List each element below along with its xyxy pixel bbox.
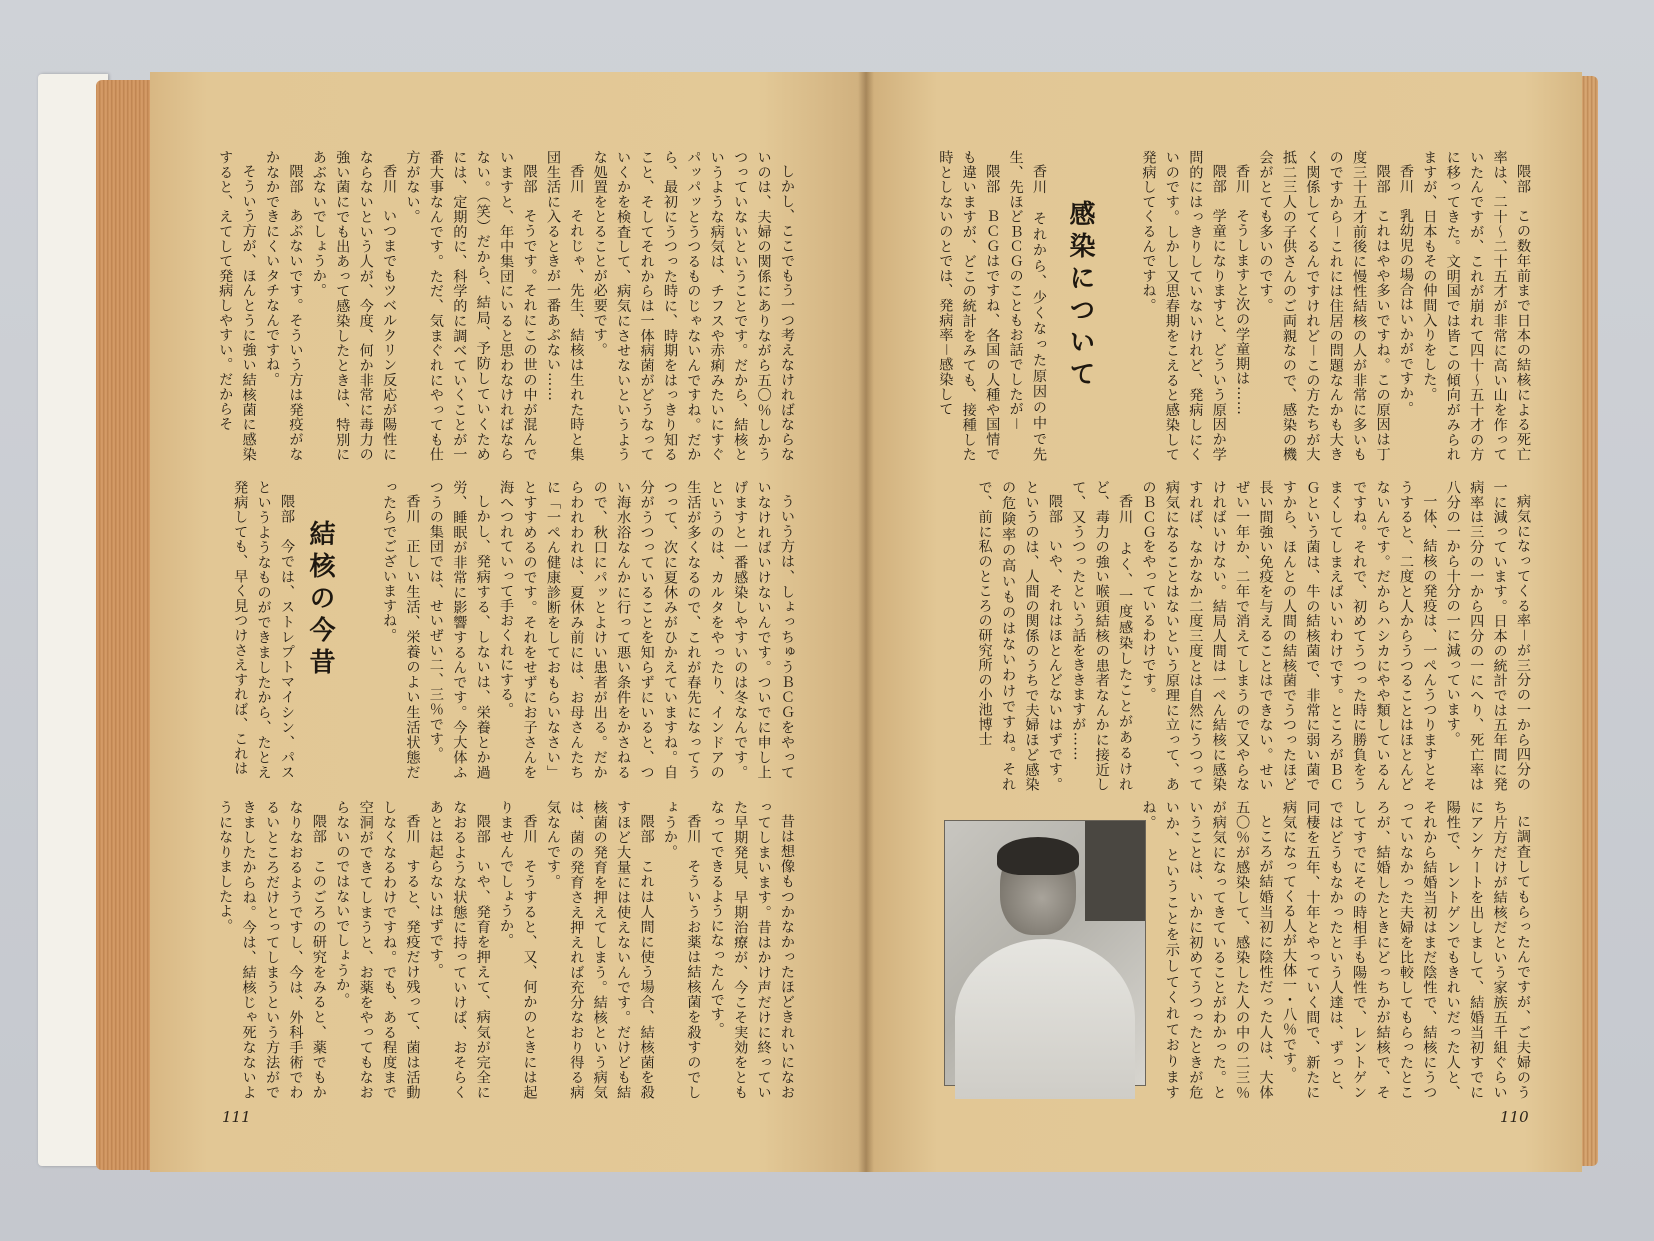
paragraph: そういう方が、ほんとうに強い結核菌に感染すると、えてして発病しやすい。だからそ <box>217 150 257 462</box>
portrait-photo <box>944 820 1146 1086</box>
paragraph: しかし、発病する、しないは、栄養とか過労、睡眠が非常に影響するんです。今大体ふつうの集団では、せいぜい二、三％です。 <box>427 480 491 780</box>
paragraph: 隈部 いや、発育を押えて、病気が完全になおるような状態に持っていけば、おそらくあとは起らないはずです。 <box>427 800 491 1100</box>
paragraph: 香川 いつまでもツベルクリン反応が陽性にならないという人が、今度、何か非常に毒力の強い菌にでも出あって感染したときは、特別にあぶないでしょうか。 <box>310 150 398 462</box>
paragraph: 香川 すると、発疫だけ残って、菌は活動しなくなるわけですね。でも、ある程度まで空洞ができてしまうと、お薬をやってもなおらないのではないでしょうか。 <box>334 800 421 1100</box>
right-col-bottom <box>1140 800 1534 1100</box>
paragraph: 隈部 今では、ストレプトマイシン、パスというようなものができましたから、たとえ発病しても、早く見つけさえすれば、これは <box>232 480 295 780</box>
photo-figure-hair <box>997 837 1079 875</box>
paragraph: 隈部 このごろの研究をみると、薬でもかなりなおるようですし、今は、外科手術でわるいところだけとってしまうという方法ができましたからね。今は、結核じゃ死なないようになりましたよ。 <box>217 800 327 1100</box>
paragraph: 隈部 ＢＣＧはですね、各国の人種や国情でも違いますが、どこの統計をみても、接種した時としないのとでは、発病率－感染して <box>937 150 1001 462</box>
paragraph: しかし、ここでもう一つ考えなければならないのは、夫婦の関係にありながら五〇％しかうつっていないということです。だから、結核というような病気は、チフスや赤痢みたいにすぐパッパッとうつるものじゃないんですね。だから、最初にうつった時に、時期をはっきり知ること、そしてそれからは一体病菌がどうなっていくかを検査して、病気にさせないというような処置をとることが必要です。 <box>591 150 795 462</box>
paragraph: 隈部 いや、それはほとんどないはずです。というのは、人間の関係のうちで夫婦ほど感染の危険率の高いものはないわけですね。それで、前に私のところの研究所の小池博士 <box>976 480 1063 792</box>
paragraph: 昔は想像もつかなかったほどきれいになおってしまいます。昔はかけ声だけに終っていた早期発見、早期治療が、今こそ実効をともなってできるようになったんです。 <box>708 800 795 1100</box>
page-stack-right <box>1580 76 1598 1166</box>
book-gutter <box>858 72 874 1172</box>
left-col-upper <box>206 150 798 462</box>
paragraph: 病気になってくる率－が三分の一から四分の一に減っています。日本の統計では五年間に発病率は三分の一から四分の一にへり、死亡率は八分の一から十分の一に減っています。 <box>1444 480 1531 792</box>
right-col-upper <box>1104 150 1534 462</box>
left-heading: 結核の今昔 <box>305 520 335 680</box>
paragraph: 香川 そうすると、又、何かのときには起りませんでしょうか。 <box>498 800 538 1100</box>
paragraph: 隈部 そうです。それにこの世の中が混んでいますと、年中集団にいると思わなければならない。（笑）だから、結局、予防していくためには、定期的に、科学的に調べていくことが一番大事なんです。ただ、気まぐれにやっても仕方がない。 <box>404 150 538 462</box>
paragraph: 一体、結核の発疫は、一ぺんうつりますとそうすると、二度と人からうつることはほとんどないんです。だからハシカにやや類しているんですね。それで、初めてうつった時に勝負をうまくしてしまえばいいわけです。ところがＢＣＧという菌は、牛の結核菌で、非常に弱い菌ですから、ほんとの人間の結核菌でうつったほど長い間強い免疫を与えることはできない。せいぜい一年か、二年で消えてしまうので又やらなければいけない。結局人間は一ぺん結核に感染すれば、なかなか二度三度とは自然にうつって病気になることはないという原理に立って、あのＢＣＧをやっているわけです。 <box>1140 480 1438 792</box>
paragraph: 隈部 この数年前まで日本の結核による死亡率は、二十～二十五才が非常に高い山を作っていたんですが、これが崩れて四十～五十才の方に移ってきた。文明国では皆この傾向がみられますが、日本もその仲間入りをした。 <box>1421 150 1531 462</box>
right-col-middle <box>930 480 1534 792</box>
paragraph: 香川 それから、少くなった原因の中で先生、先ほどＢＣＧのこともお話でしたが－ <box>1007 150 1047 462</box>
left-col-bottom <box>206 800 798 1100</box>
paragraph: 香川 正しい生活、栄養のよい生活状態だったらでございますね。 <box>381 480 421 780</box>
paragraph: 香川 そういうお薬は結核菌を殺すのでしょうか。 <box>661 800 702 1100</box>
left-col-lower-b <box>206 480 298 780</box>
left-col-lower-a <box>370 480 798 780</box>
right-page-number: 110 <box>1500 1108 1529 1126</box>
paragraph: 隈部 これはやや多いですね。この原因は丁度三十五才前後に慢性結核の人が非常に多いものですから－これには住居の問題なんかも大きく関係してくるんですけれど－この方たちが大抵二三人の子供さんのご両親なので、感染の機会がとても多いのです。 <box>1257 150 1391 462</box>
paragraph: に調査してもらったんですが、ご夫婦のうち片方だけが結核だという家族五千組ぐらいにアンケートを出しまして、結婚当初すでに陽性で、レントゲンでもきれいだった人と、それから結婚当初はまだ陰性で、結核にうつっていなかった夫婦を比較してもらったところが、結婚したときにどっちかが結核で、そしてすでにその時相手も陽性で、レントゲンではどうもなかったという人達は、ずっと、同棲を五年、十年とやっていく間で、新たに病気になってくる人が大体一・八％です。 <box>1280 800 1531 1100</box>
paragraph: 香川 それじゃ、先生、結核は生れた時と集団生活に入るときが一番あぶない…… <box>544 150 585 462</box>
paragraph: 隈部 これは人間に使う場合、結核菌を殺すほど大量には使えないんです。だけども結核菌の発育を押えてしまう。結核という病気は、菌の発育さえ押えれば充分なおり得る病気なんです。 <box>544 800 655 1100</box>
paragraph: 隈部 学童になりますと、どういう原因か学問的にはっきりしていないけれど、発病しにくいのです。しかし又思春期をこえると感染して発病してくるんですね。 <box>1140 150 1227 462</box>
paragraph: ところが結婚当初に陰性だった人は、大体五〇％が感染して、感染した人の中の二三％が病気になってきていることがわかった。ということは、いかに初めてうつったときが危いか、ということを示してくれておりますね。 <box>1140 800 1274 1100</box>
paragraph: 香川 乳幼児の場合はいかがですか。 <box>1397 164 1414 416</box>
paragraph: 香川 よく、一度感染したことがあるけれど、毒力の強い喉頭結核の患者なんかに接近して、又うつったという話をききますが…… <box>1070 480 1134 792</box>
paragraph: 隈部 あぶないです。そういう方は発疫がなかなかできにくいタチなんですね。 <box>264 150 304 462</box>
paragraph: ういう方は、しょっちゅうＢＣＧをやっていなければいけないんです。ついでに申し上げますと一番感染しやすいのは冬なんです。というのは、カルタをやったり、インドアの生活が多くなるので、これが春先になってうつって、次に夏休みがひかえていますね。自分がうつっていることを知らずにいると、つい海水浴なんかに行って悪い条件をかさねるので、秋口にパッとよけい患者が出る。だからわれわれは、夏休み前には、お母さんたちに「一ぺん健康診断をしておもらいなさい」とすすめるのです。それをせずにお子さんを海へつれていって手おくれにする。 <box>498 480 795 780</box>
left-page-number: 111 <box>222 1108 251 1126</box>
photo-figure-body <box>955 939 1135 1099</box>
right-heading: 感染について <box>1065 200 1095 392</box>
page-stack-left <box>96 80 156 1170</box>
paragraph: 香川 そうしますと次の学童期は…… <box>1234 164 1251 416</box>
right-col-upper-b <box>930 150 1050 462</box>
